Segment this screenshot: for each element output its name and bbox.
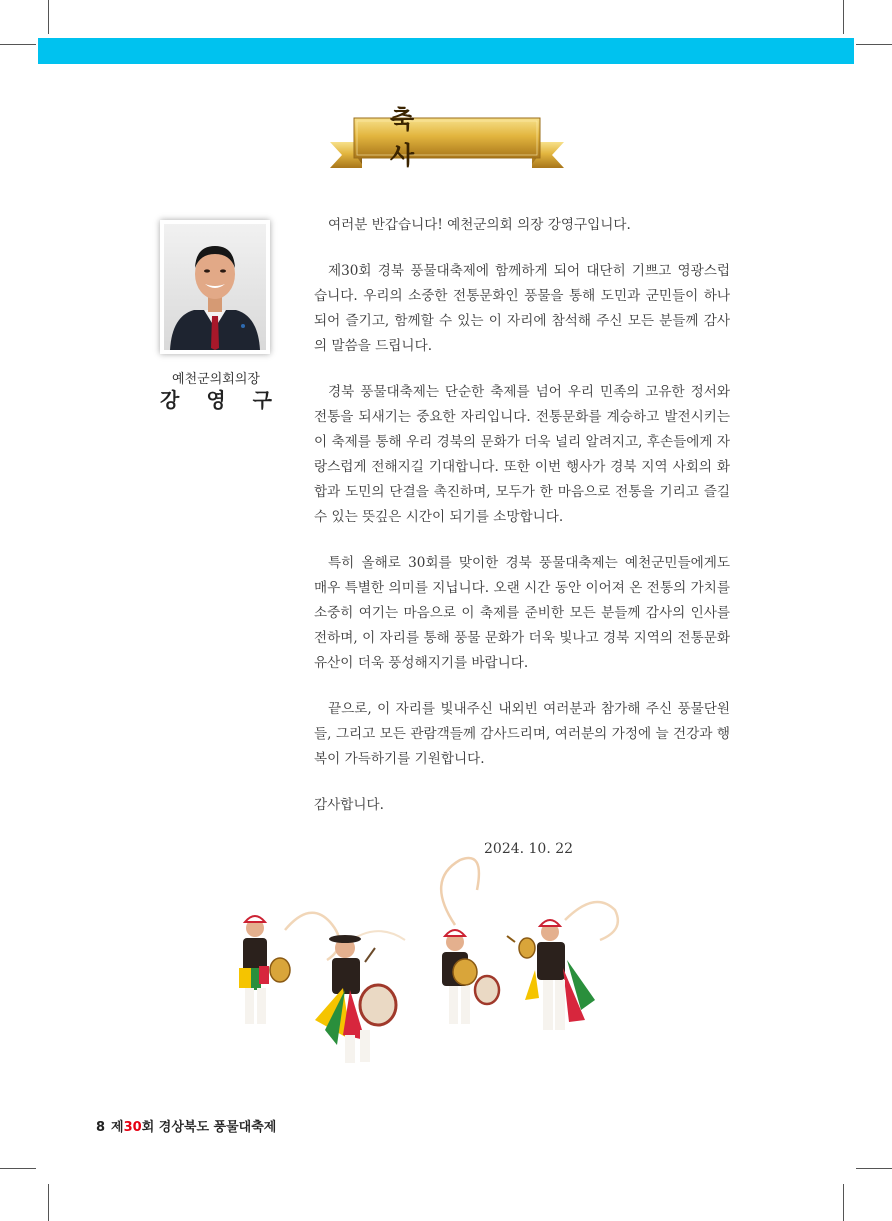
crop-mark-bottom-right-h: [856, 1168, 892, 1169]
speaker-name: 강 영 구: [160, 388, 282, 412]
dancer-4: [507, 920, 595, 1030]
dancer-2: [315, 935, 396, 1063]
crop-mark-top-right: [843, 0, 844, 34]
message-paragraph: 여러분 반갑습니다! 예천군의회 의장 강영구입니다.: [328, 217, 631, 233]
crop-mark-top-right-h: [856, 44, 892, 45]
footer-prefix: 제: [111, 1120, 124, 1135]
closing-line: 감사합니다.: [314, 797, 384, 813]
portrait-photo-icon: [164, 224, 266, 350]
message-paragraph: 특히 올해로 30회를 맞이한 경북 풍물대축제는 예천군민들에게도 매우 특별한 의미를 지닙니다. 오랜 시간 동안 이어져 온 전통의 가치를 소중히 여기는 마음으로 이 축제를 준비한 모든 분들께 감사의 인사를 전하며, 이 자리를 통해 풍물 문화가 더욱 빛나고 경북 지역의 전통문화 유산이 더욱 풍성해지기를 바랍니다.: [314, 555, 730, 671]
speaker-portrait-frame: [160, 220, 270, 354]
page-number: 8: [96, 1120, 106, 1135]
footer-title: 회 경상북도 풍물대축제: [141, 1120, 277, 1135]
crop-mark-bottom-left-h: [0, 1168, 36, 1169]
crop-mark-top-left-h: [0, 44, 36, 45]
message-paragraph: 경북 풍물대축제는 단순한 축제를 넘어 우리 민족의 고유한 정서와 전통을 되새기는 중요한 자리입니다. 전통문화를 계승하고 발전시키는 이 축제를 통해 우리 경북의 문화가 더욱 널리 알려지고, 후손들에게 자랑스럽게 전해지길 기대합니다. 또한 이번 행사가 경북 지역 사회의 화합과 도민의 단결을 촉진하며, 모두가 한 마음으로 전통을 기리고 즐길 수 있는 뜻깊은 시간이 되기를 소망합니다.: [314, 384, 730, 525]
message-paragraph: 끝으로, 이 자리를 빛내주신 내외빈 여러분과 참가해 주신 풍물단원들, 그리고 모든 관람객들께 감사드리며, 여러분의 가정에 늘 건강과 행복이 가득하기를 기원합니다.: [314, 701, 730, 767]
page-title: 축 사: [390, 105, 449, 170]
footer-edition: 30: [123, 1120, 142, 1135]
dancer-1: [239, 916, 290, 1024]
pungmul-dancers-illustration-icon: [215, 850, 635, 1070]
message-date: 2024. 10. 22: [484, 841, 574, 857]
header-bar: [38, 38, 854, 64]
dancer-3: [442, 930, 499, 1024]
speaker-role: 예천군의회의장: [172, 372, 260, 387]
message-body: [314, 213, 730, 839]
crop-mark-bottom-right: [843, 1184, 844, 1221]
crop-mark-top-left: [48, 0, 49, 34]
crop-mark-bottom-left: [48, 1184, 49, 1221]
message-paragraph: 제30회 경북 풍물대축제에 함께하게 되어 대단히 기쁘고 영광스럽습니다. 우리의 소중한 전통문화인 풍물을 통해 도민과 군민들이 하나 되어 즐기고, 함께할 수 있는 이 자리에 참석해 주신 모든 분들께 감사의 말씀을 드립니다.: [314, 263, 730, 354]
page-footer: [96, 1116, 276, 1135]
